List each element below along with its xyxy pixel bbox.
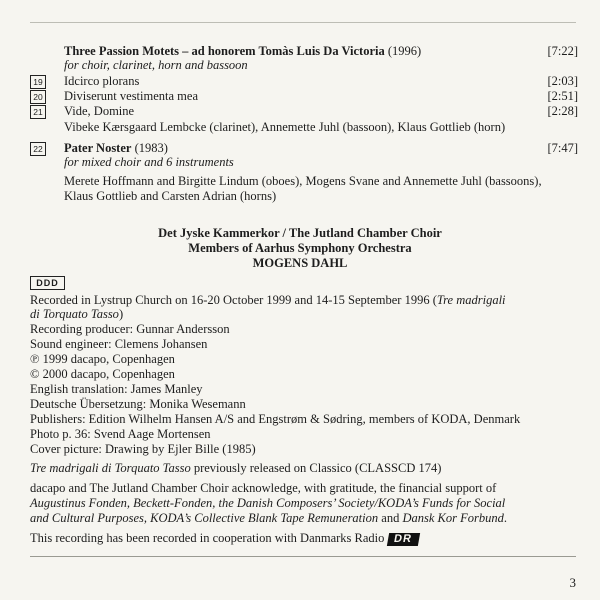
credit-line: Photo p. 36: Svend Aage Mortensen [30,427,211,441]
credit-line: Sound engineer: Clemens Johansen [30,337,208,351]
work-title: Pater Noster [64,141,132,155]
work-scoring-text: for choir, clarinet, horn and bassoon [64,58,248,72]
recorded-italic: di Torquato Tasso [30,307,119,321]
track-number: 21 [30,105,46,119]
credit-line: English translation: James Manley [30,382,203,396]
ensemble-line: Det Jyske Kammerkor / The Jutland Chamber Choir [158,226,442,240]
top-divider [30,22,576,23]
track-duration: [2:03] [547,74,578,88]
radio-text: This recording has been recorded in cooperation with Danmarks Radio [30,531,385,545]
bottom-divider [30,556,576,557]
work-year: (1996) [387,44,422,58]
track-title: Idcirco plorans [64,74,140,88]
recorded-tail: ) [118,307,124,321]
track-duration: [2:51] [547,89,578,103]
credit-line: Deutsche Übersetzung: Monika Wesemann [30,397,246,411]
released-line [30,461,441,476]
work-scoring-text: for mixed choir and 6 instruments [64,155,234,169]
credit-line: Cover picture: Drawing by Ejler Bille (1985) [30,442,256,456]
credit-line: Publishers: Edition Wilhelm Hansen A/S and Engstrøm & Sødring, members of KODA, Denmark [30,412,521,426]
credit-line: Recording producer: Gunnar Andersson [30,322,230,336]
track-number: 19 [30,75,46,89]
performers-text: Merete Hoffmann and Birgitte Lindum (oboes), Mogens Svane and Annemette Juhl (bassoons), [64,174,542,188]
acknowledgement-line: dacapo and The Jutland Chamber Choir acknowledge, with gratitude, the financial support of [30,481,497,495]
conductor-line: MOGENS DAHL [252,256,348,270]
work-title: Three Passion Motets – ad honorem Tomàs Luis Da Victoria [64,44,385,58]
work-duration: [7:47] [547,141,578,155]
track-number: 22 [30,142,46,156]
ddd-badge: DDD [30,276,65,290]
dr-logo: DR [387,533,420,546]
released-italic: Tre madrigali di Torquato Tasso [30,461,191,475]
radio-line [30,531,419,546]
released-tail: previously released on Classico (CLASSCD 174) [190,461,442,475]
work-year: (1983) [134,141,168,155]
track-duration: [2:28] [547,104,578,118]
acknowledgement-line [30,511,507,526]
acknowledgement-line: Augustinus Fonden, Beckett-Fonden, the Danish Composers’ Society/KODA’s Funds for Social [30,496,506,510]
track-title: Vide, Domine [64,104,135,118]
ack-italic: and Cultural Purposes, KODA’s Collective Blank Tape Remuneration [30,511,379,525]
track-title: Diviserunt vestimenta mea [64,89,198,103]
recorded-text: Recorded in Lystrup Church on 16-20 October 1999 and 14-15 September 1996 ( [30,293,437,307]
credit-line: ℗ 1999 dacapo, Copenhagen [30,352,175,366]
ensemble-line: Members of Aarhus Symphony Orchestra [188,241,412,255]
recorded-italic: Tre madrigali [436,293,506,307]
track-number: 20 [30,90,46,104]
recorded-line-cont [30,307,123,322]
page-number: 3 [569,575,576,590]
work-duration: [7:22] [547,44,578,58]
ack-end: . [503,511,507,525]
performers-text: Klaus Gottlieb and Carsten Adrian (horns) [64,189,277,203]
recorded-line [30,293,506,308]
credit-line: © 2000 dacapo, Copenhagen [30,367,175,381]
performers-text: Vibeke Kærsgaard Lembcke (clarinet), Annemette Juhl (bassoon), Klaus Gottlieb (horn) [64,120,506,134]
ack-mid: and [378,511,403,525]
ack-italic: Dansk Kor Forbund [402,511,504,525]
